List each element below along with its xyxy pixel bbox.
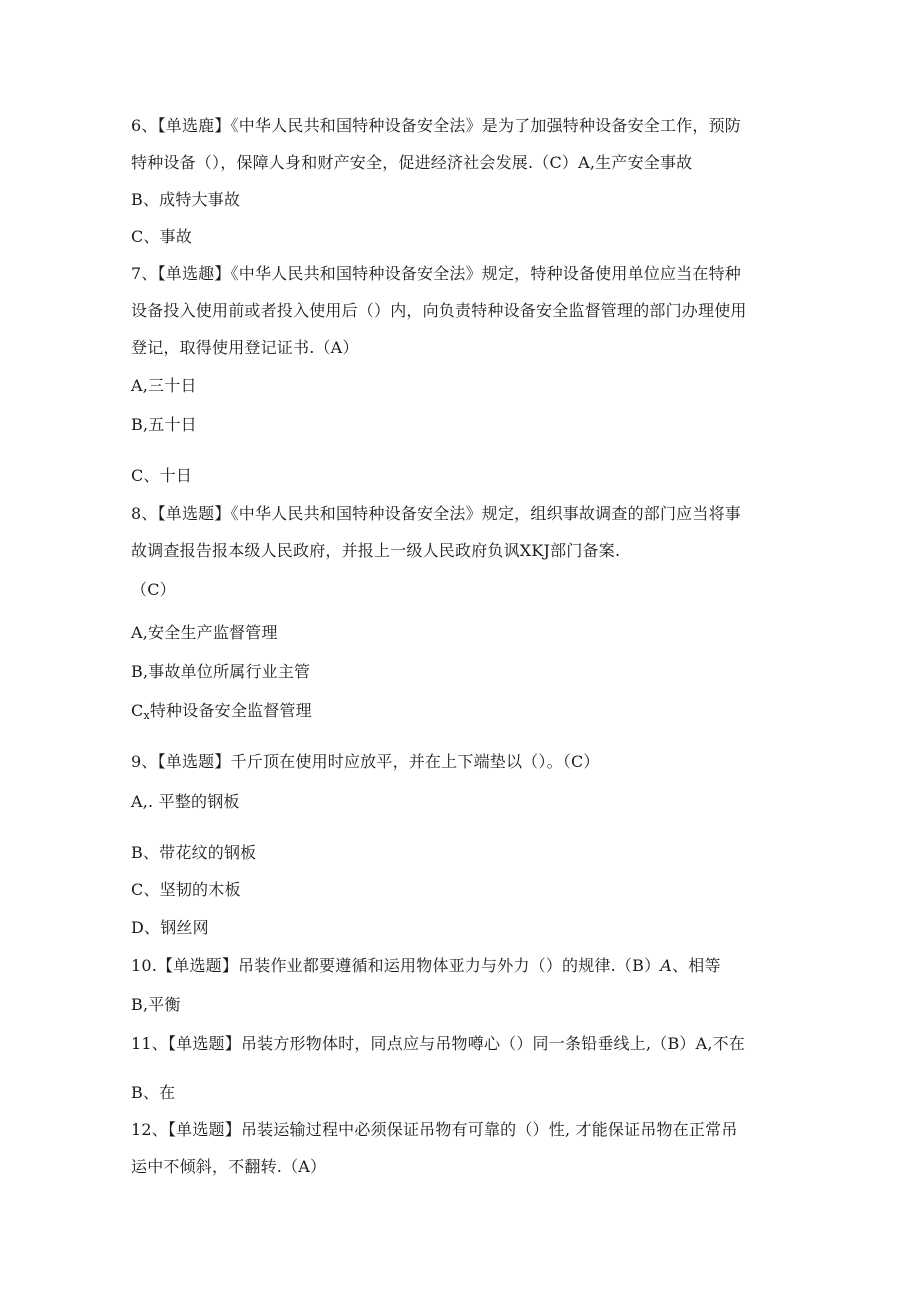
question-6-option-b: B、成特大事故: [131, 190, 241, 209]
question-12-text-line-2: 运中不倾斜，不翻转.（A）: [131, 1157, 327, 1176]
question-11-text: 11、【单选题】吊装方形物体时，同点应与吊物噂心（）同一条铅垂线上,（B）A,不在: [131, 1034, 746, 1053]
question-8-option-c: [131, 701, 312, 726]
question-9-option-b: B、带花纹的钢板: [131, 843, 257, 862]
question-7-text-line-3: 登记，取得使用登记证书.（A）: [131, 338, 359, 357]
question-12-text-line-1: 12、【单选题】吊装运输过程中必须保证吊物有可靠的（）性, 才能保证吊物在正常吊: [131, 1120, 738, 1139]
question-10-option-b: B,平衡: [131, 995, 181, 1014]
option-letter: C: [131, 701, 144, 720]
question-9-option-d: D、钢丝网: [131, 918, 209, 937]
question-10-option-a-letter: A: [660, 956, 673, 975]
question-6-option-c: C、事故: [131, 227, 193, 246]
option-subscript: x: [143, 709, 150, 722]
question-7-option-a: A,三十日: [131, 376, 197, 395]
question-11-option-b: B、在: [131, 1083, 176, 1102]
question-10-stem: 10.【单选题】吊装作业都要遵循和运用物体亚力与外力（）的规律.（B）: [131, 956, 661, 975]
question-7-text-line-2: 设备投入使用前或者投入使用后（）内，向负责特种设备安全监督管理的部门办理使用: [131, 301, 747, 320]
question-10-option-a-text: 、相等: [672, 956, 721, 975]
question-7-text-line-1: 7、【单选趣】《中华人民共和国特种设备安全法》规定，特种设备使用单位应当在特种: [131, 264, 741, 283]
question-8-text-line-2: 故调查报告报本级人民政府，并报上一级人民政府负讽XKJ部门备案.: [131, 541, 621, 560]
question-8-answer: （C）: [131, 580, 176, 599]
question-9-option-a: A,. 平整的钢板: [131, 792, 240, 811]
question-10-text: [131, 956, 721, 976]
question-8-option-a: A,安全生产监督管理: [131, 623, 278, 642]
question-7-option-c: C、十日: [131, 466, 193, 485]
question-6-text-line-2: 特种设备（），保障人身和财产安全，促进经济社会发展.（C）A,生产安全事故: [131, 153, 693, 172]
question-9-option-c: C、坚韧的木板: [131, 880, 241, 899]
question-7-option-b: B,五十日: [131, 415, 197, 434]
question-8-option-b: B,事故单位所属行业主管: [131, 662, 311, 681]
question-8-text-line-1: 8、【单选题】《中华人民共和国特种设备安全法》规定，组织事故调查的部门应当将事: [131, 504, 741, 523]
question-6-text-line-1: 6、【单选鹿】《中华人民共和国特种设备安全法》是为了加强特种设备安全工作，预防: [131, 116, 741, 135]
question-9-text: 9、【单选题】千斤顶在使用时应放平，并在上下端垫以（）。（C）: [131, 752, 600, 771]
option-text: 特种设备安全监督管理: [149, 701, 312, 720]
